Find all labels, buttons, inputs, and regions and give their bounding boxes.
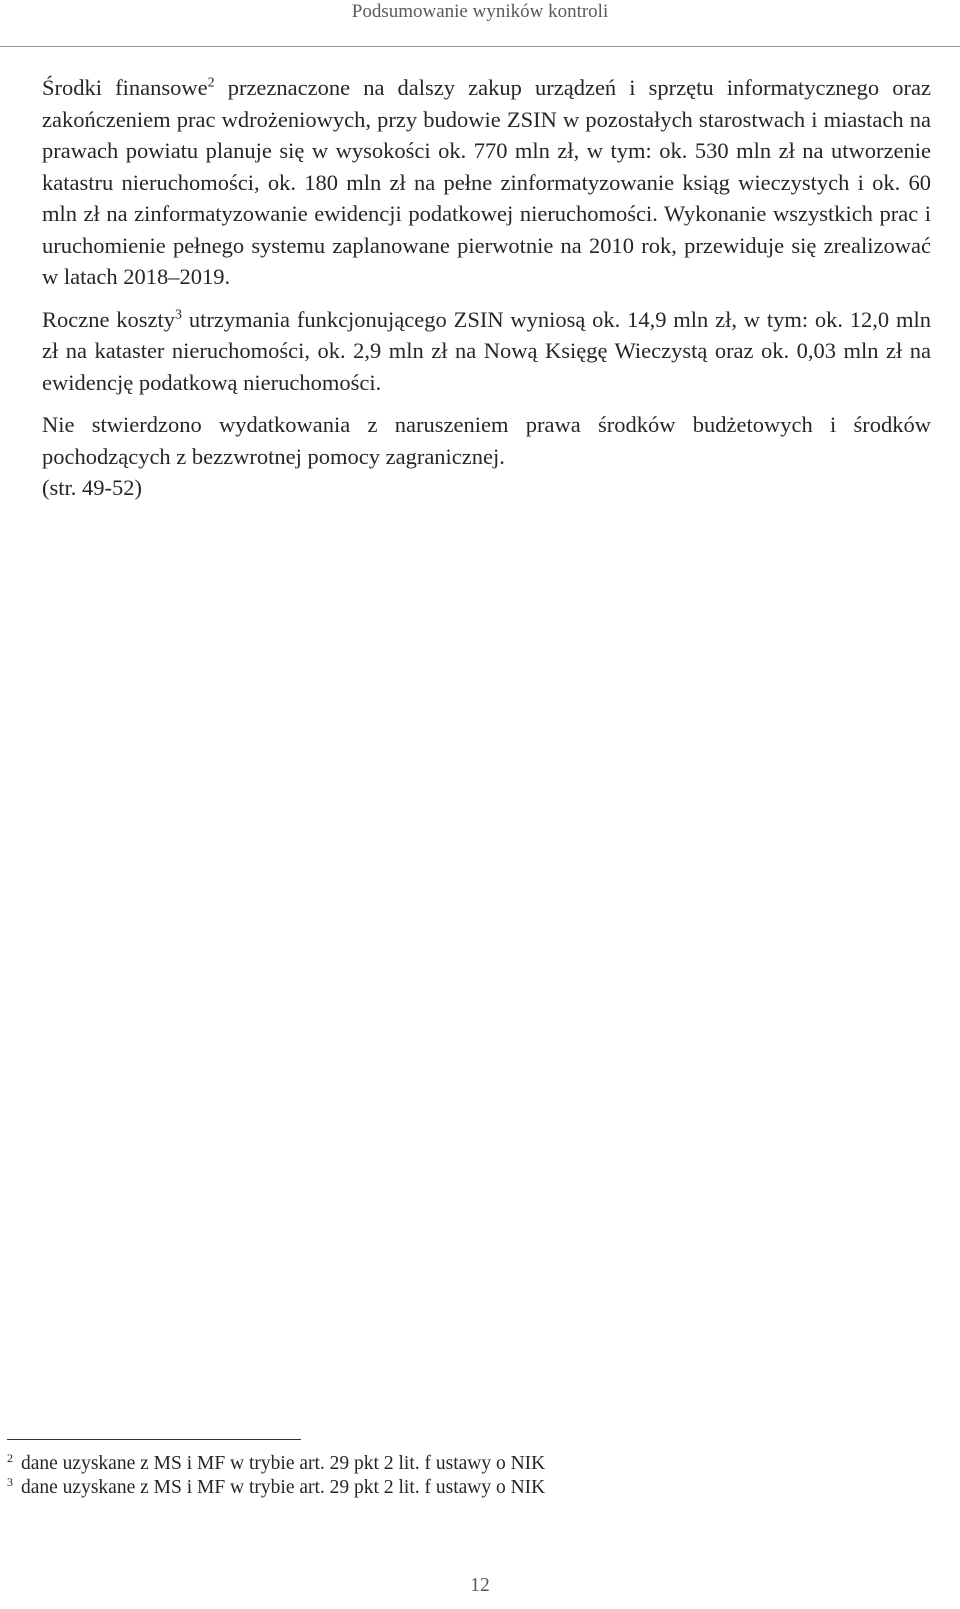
page-number: 12	[470, 1575, 490, 1596]
footnotes	[7, 1452, 907, 1500]
paragraph-annual-costs	[42, 304, 931, 399]
footnote-text: dane uzyskane z MS i MF w trybie art. 29 pkt 2 lit. f ustawy o NIK	[21, 1477, 546, 1498]
paragraph-annual-costs-rest: utrzymania funkcjonującego ZSIN wyniosą ok. 14,9 mln zł, w tym: ok. 12,0 mln zł na kataster nieruchomości, ok. 2,9 mln zł na Nową Księgę Wieczystą oraz ok. 0,03 mln zł na ewidencję podatkową nieruchomości.	[42, 306, 931, 395]
footnote-divider	[7, 1439, 301, 1440]
paragraph-funding	[42, 72, 931, 293]
footnote-item	[7, 1452, 907, 1476]
footnote-number: 2	[7, 1450, 13, 1465]
main-content	[42, 72, 931, 504]
footnote-text: dane uzyskane z MS i MF w trybie art. 29 pkt 2 lit. f ustawy o NIK	[21, 1453, 546, 1474]
paragraph-funding-rest: przeznaczone na dalszy zakup urządzeń i sprzętu informatycznego oraz zakończeniem prac wdrożeniowych, przy budowie ZSIN w pozostałych starostwach i miastach na prawach powiatu planuje się w wysokości ok. 770 mln zł, w tym: ok. 530 mln zł na utworzenie katastru nieruchomości, ok. 180 mln zł na pełne zinformatyzowanie ksiąg wieczystych i ok. 60 mln zł na zinformatyzowanie ewidencji podatkowej nieruchomości. Wykonanie wszystkich prac i uruchomienie pełnego systemu zaplanowane pierwotnie na 2010 rok, przewiduje się zrealizować w latach 2018–2019.	[42, 75, 931, 289]
header-title: Podsumowanie wyników kontroli	[351, 1, 609, 22]
page-header	[0, 0, 960, 47]
footnote-item	[7, 1476, 907, 1500]
footnote-ref-2[interactable]: 2	[207, 75, 215, 91]
page-reference: (str. 49-52)	[42, 475, 142, 500]
paragraph-annual-costs-start: Roczne koszty	[42, 306, 176, 332]
paragraph-funding-start: Środki finansowe	[42, 75, 208, 100]
paragraph-no-violations: Nie stwierdzono wydatkowania z naruszeniem prawa środków budżetowych i środków pochodzących z bezzwrotnej pomocy zagranicznej.	[42, 412, 931, 469]
footnote-number: 3	[7, 1474, 13, 1489]
footnote-ref-3[interactable]: 3	[175, 307, 183, 322]
